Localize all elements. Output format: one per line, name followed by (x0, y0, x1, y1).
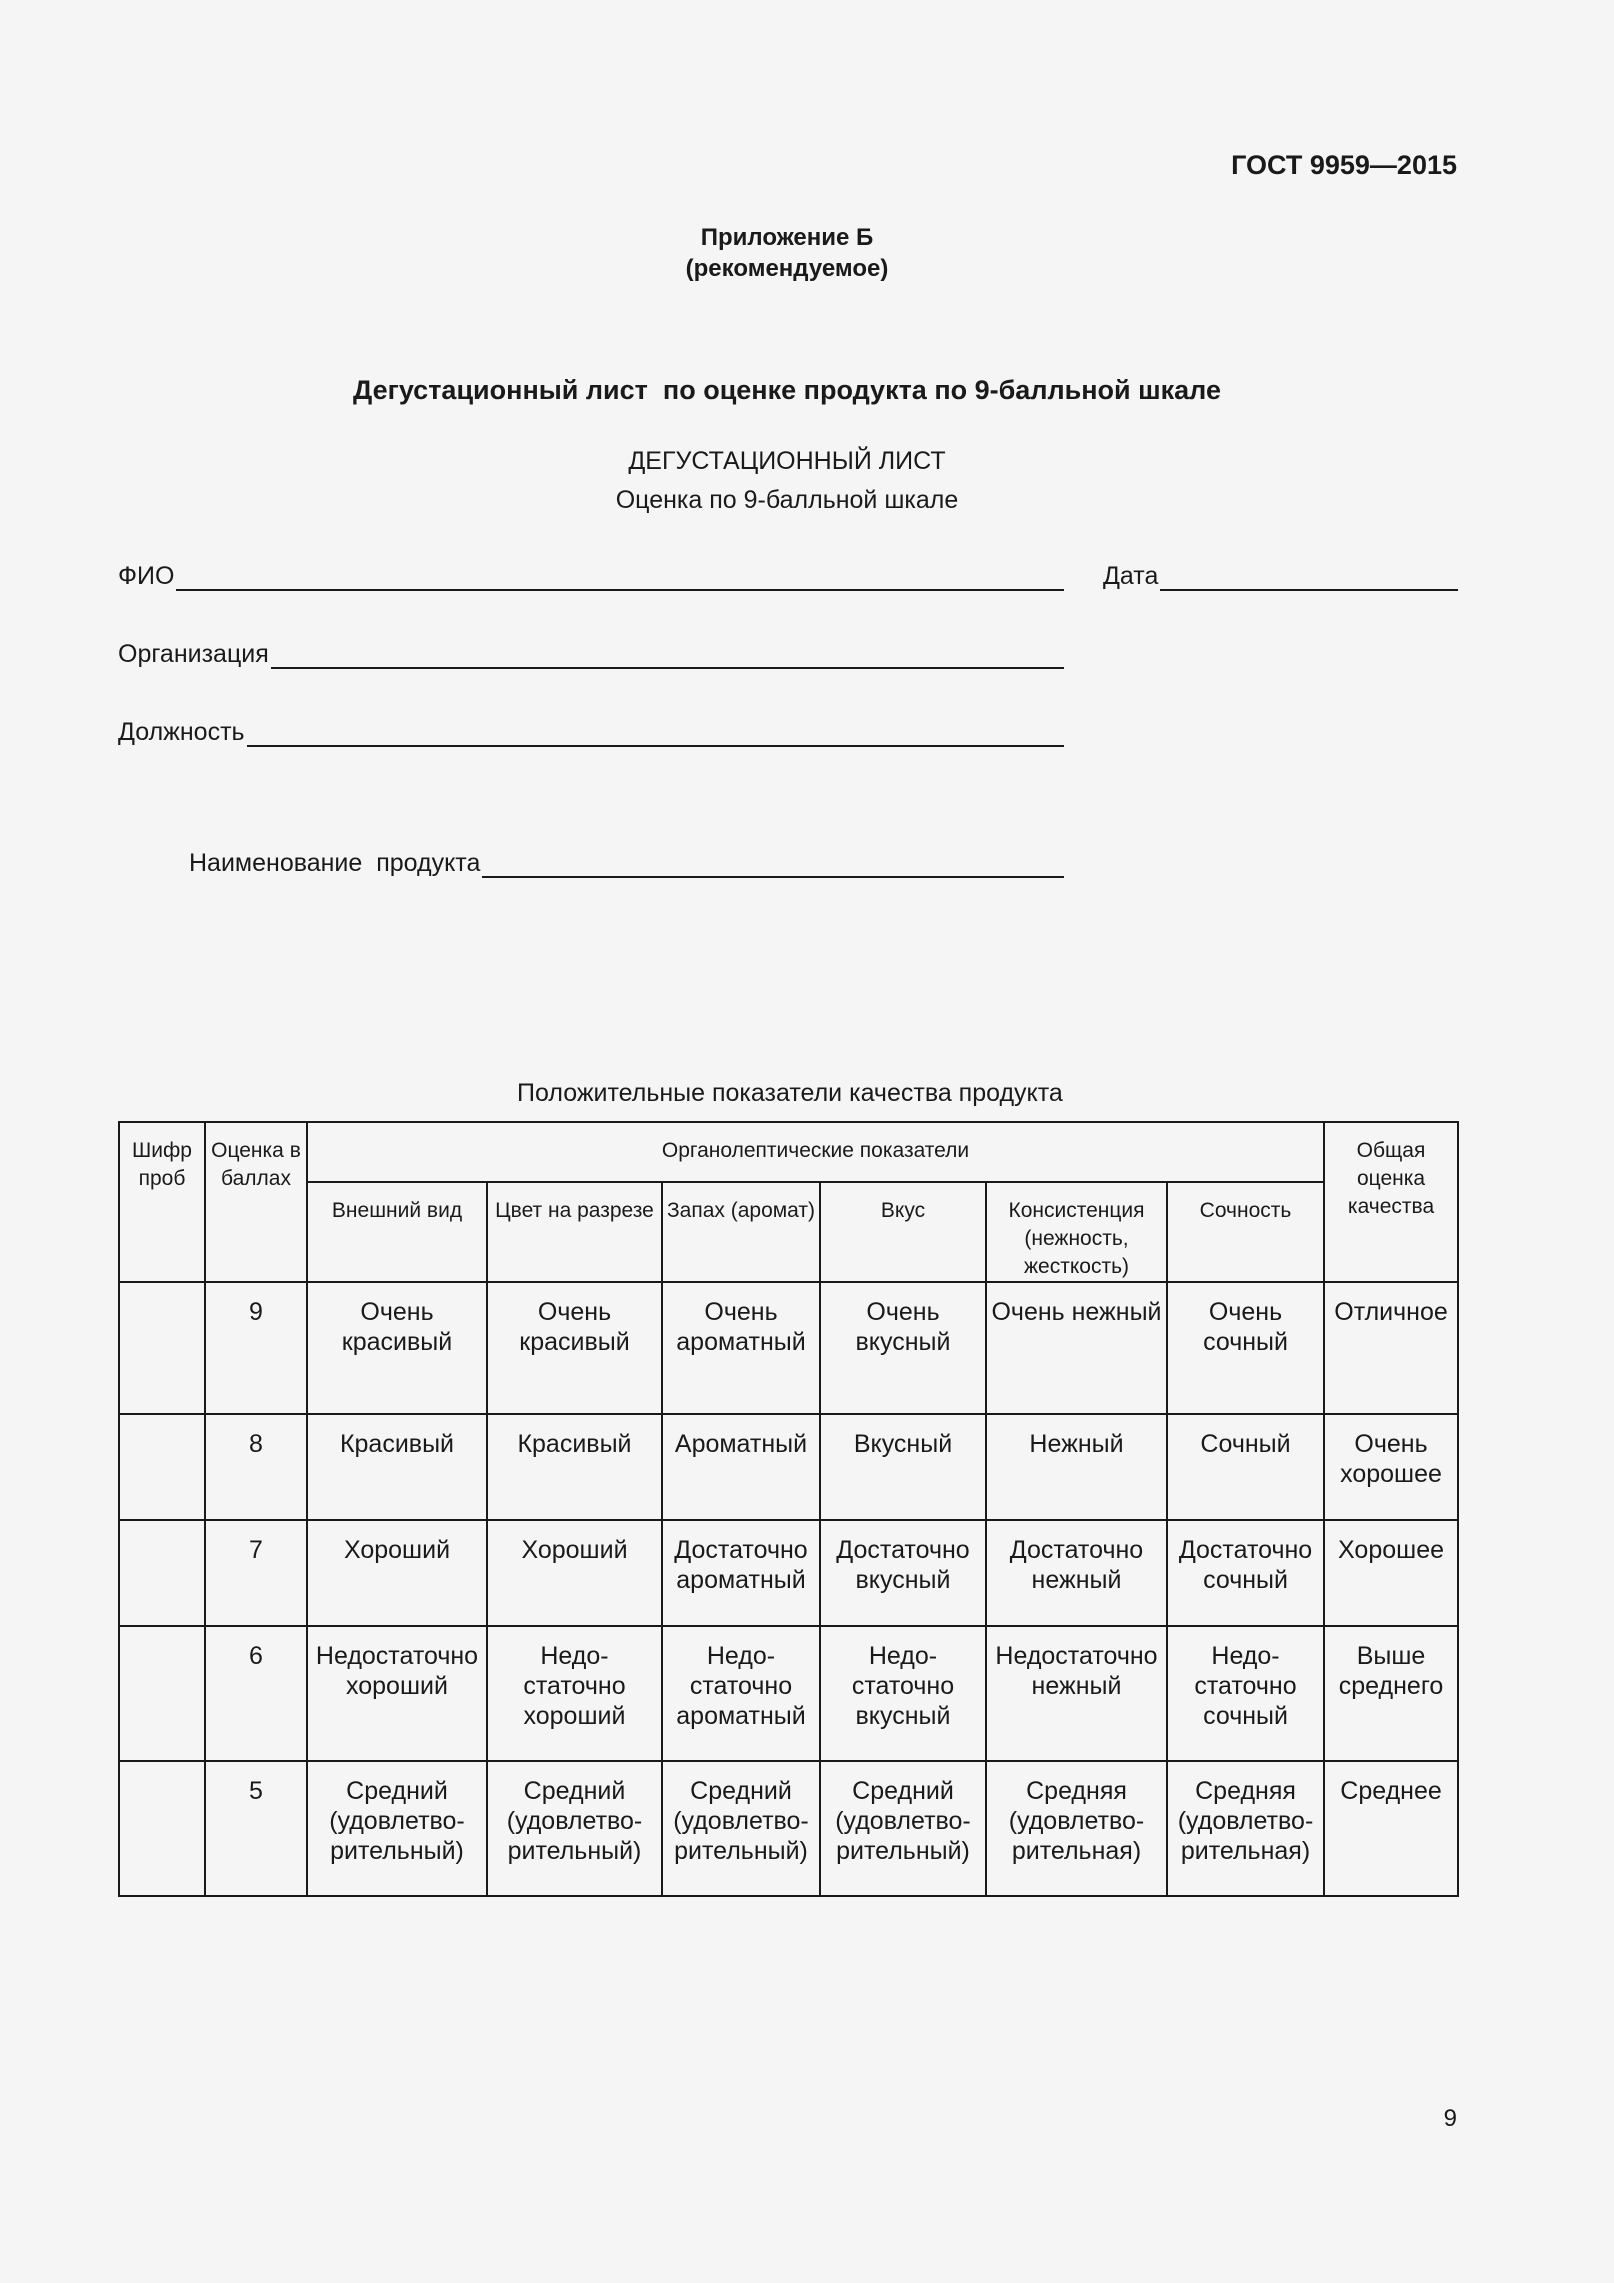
header-score: Оценка в баллах (205, 1122, 307, 1282)
fio-field[interactable] (118, 562, 1064, 591)
code-cell[interactable] (119, 1761, 205, 1896)
date-line[interactable] (1160, 565, 1458, 591)
overall-cell: Очень хорошее (1324, 1414, 1458, 1520)
appearance-cell: Недостаточно хороший (307, 1626, 487, 1761)
taste-cell: Вкусный (820, 1414, 986, 1520)
table-row (119, 1282, 1458, 1414)
taste-cell: Недо-статочно вкусный (820, 1626, 986, 1761)
table-row (119, 1626, 1458, 1761)
score-cell: 7 (205, 1520, 307, 1626)
product-line[interactable] (482, 852, 1064, 878)
header-juiciness: Сочность (1167, 1182, 1324, 1282)
consistency-cell: Достаточно нежный (986, 1520, 1167, 1626)
product-field[interactable] (189, 849, 1064, 878)
header-organoleptic: Органолептические показатели (307, 1122, 1324, 1182)
document-title: Дегустационный лист по оценке продукта по 9-балльной шкале (353, 375, 1221, 405)
table-row (119, 1520, 1458, 1626)
table-row (119, 1414, 1458, 1520)
code-cell[interactable] (119, 1520, 205, 1626)
organization-line[interactable] (271, 643, 1064, 669)
aroma-cell: Ароматный (662, 1414, 820, 1520)
position-label: Должность (118, 718, 245, 746)
code-cell[interactable] (119, 1282, 205, 1414)
taste-cell: Очень вкусный (820, 1282, 986, 1414)
juiciness-cell: Сочный (1167, 1414, 1324, 1520)
juiciness-cell: Средняя (удовлетво-рительная) (1167, 1761, 1324, 1896)
date-label: Дата (1103, 562, 1159, 590)
taste-cell: Достаточно вкусный (820, 1520, 986, 1626)
cut-color-cell: Недо-статочно хороший (487, 1626, 662, 1761)
appearance-cell: Красивый (307, 1414, 487, 1520)
sheet-title: ДЕГУСТАЦИОННЫЙ ЛИСТ (628, 447, 946, 475)
overall-cell: Хорошее (1324, 1520, 1458, 1626)
cut-color-cell: Хороший (487, 1520, 662, 1626)
appendix-status: (рекомендуемое) (685, 255, 889, 282)
aroma-cell: Недо-статочно ароматный (662, 1626, 820, 1761)
code-cell[interactable] (119, 1414, 205, 1520)
aroma-cell: Достаточно ароматный (662, 1520, 820, 1626)
juiciness-cell: Достаточно сочный (1167, 1520, 1324, 1626)
juiciness-cell: Недо-статочно сочный (1167, 1626, 1324, 1761)
position-line[interactable] (247, 721, 1064, 747)
organization-field[interactable] (118, 640, 1064, 669)
rating-table (118, 1121, 1459, 1897)
aroma-cell: Средний (удовлетво-рительный) (662, 1761, 820, 1896)
appendix-title: Приложение Б (700, 224, 874, 251)
header-cut-color: Цвет на разрезе (487, 1182, 662, 1282)
consistency-cell: Средняя (удовлетво-рительная) (986, 1761, 1167, 1896)
appearance-cell: Хороший (307, 1520, 487, 1626)
appearance-cell: Очень красивый (307, 1282, 487, 1414)
appearance-cell: Средний (удовлетво-рительный) (307, 1761, 487, 1896)
score-cell: 9 (205, 1282, 307, 1414)
score-cell: 8 (205, 1414, 307, 1520)
position-field[interactable] (118, 718, 1064, 747)
header-overall: Общая оценка качества (1324, 1122, 1458, 1282)
overall-cell: Отличное (1324, 1282, 1458, 1414)
header-appearance: Внешний вид (307, 1182, 487, 1282)
fio-label: ФИО (118, 562, 175, 590)
header-taste: Вкус (820, 1182, 986, 1282)
table-caption: Положительные показатели качества продукта (517, 1079, 1063, 1107)
header-code: Шифр проб (119, 1122, 205, 1282)
header-consistency: Консистенция (нежность, жесткость) (986, 1182, 1167, 1282)
code-cell[interactable] (119, 1626, 205, 1761)
overall-cell: Выше среднего (1324, 1626, 1458, 1761)
juiciness-cell: Очень сочный (1167, 1282, 1324, 1414)
page-number: 9 (1443, 2105, 1457, 2132)
cut-color-cell: Средний (удовлетво-рительный) (487, 1761, 662, 1896)
aroma-cell: Очень ароматный (662, 1282, 820, 1414)
consistency-cell: Очень нежный (986, 1282, 1167, 1414)
score-cell: 5 (205, 1761, 307, 1896)
sheet-subtitle: Оценка по 9-балльной шкале (615, 486, 959, 514)
header-aroma: Запах (аромат) (662, 1182, 820, 1282)
organization-label: Организация (118, 640, 269, 668)
consistency-cell: Недостаточно нежный (986, 1626, 1167, 1761)
product-label: Наименование продукта (189, 849, 481, 877)
fio-line[interactable] (176, 565, 1064, 591)
standard-number: ГОСТ 9959—2015 (1231, 150, 1457, 180)
overall-cell: Среднее (1324, 1761, 1458, 1896)
taste-cell: Средний (удовлетво-рительный) (820, 1761, 986, 1896)
cut-color-cell: Красивый (487, 1414, 662, 1520)
table-row (119, 1761, 1458, 1896)
consistency-cell: Нежный (986, 1414, 1167, 1520)
date-field[interactable] (1103, 562, 1458, 591)
score-cell: 6 (205, 1626, 307, 1761)
cut-color-cell: Очень красивый (487, 1282, 662, 1414)
